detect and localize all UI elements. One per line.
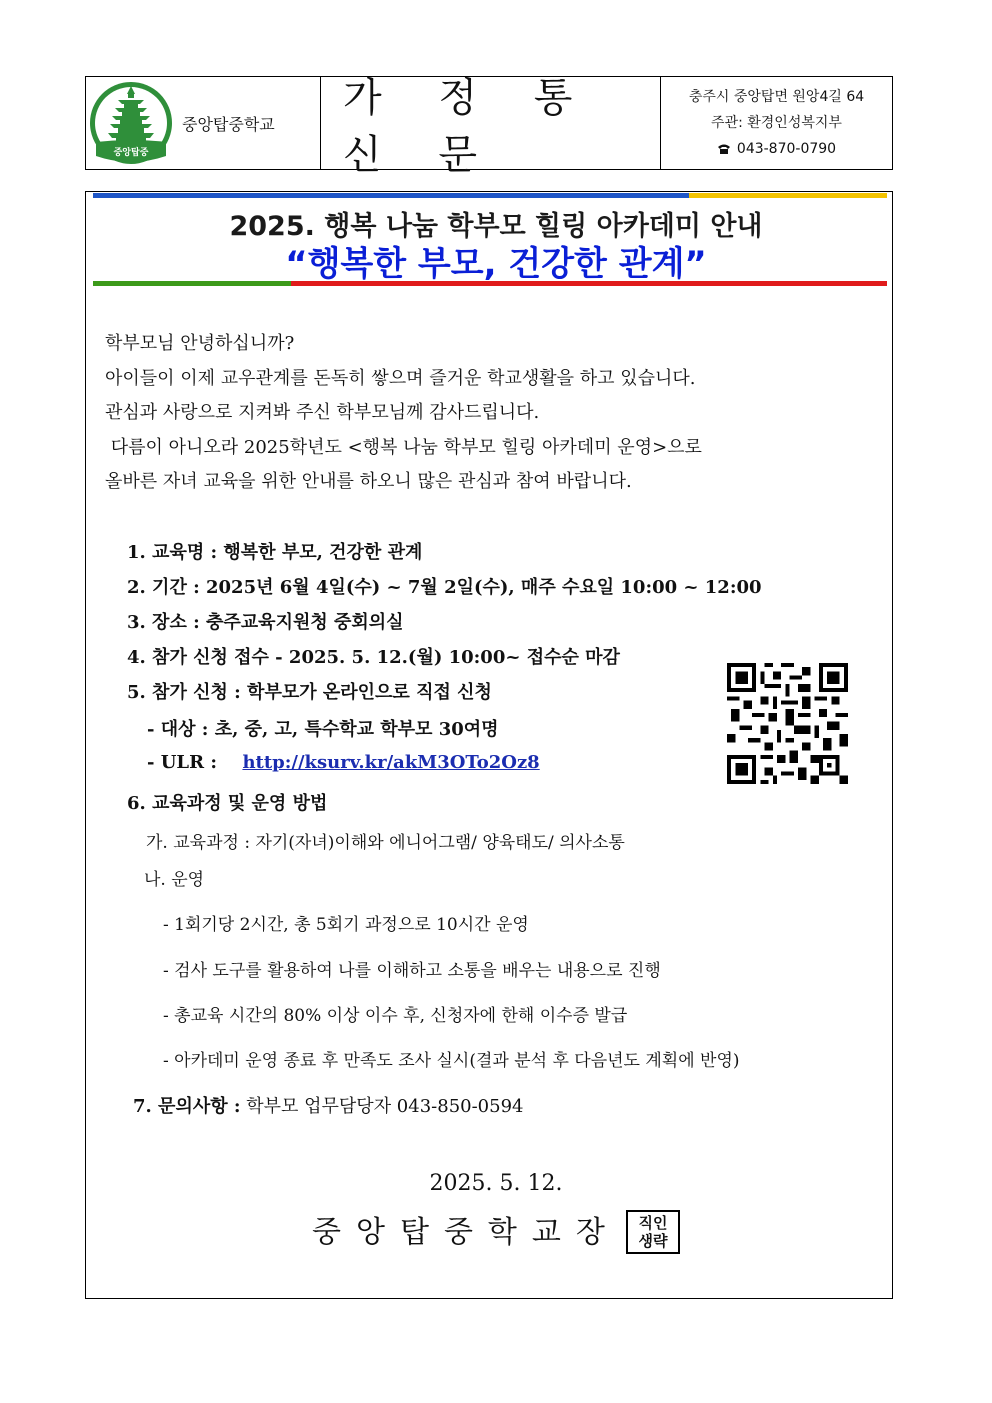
notice-subtitle: “행복한 부모, 건강한 관계” (285, 244, 707, 284)
school-address: 충주시 중앙탑면 원앙4길 64 (688, 89, 865, 105)
seal-line: 생략 (638, 1232, 668, 1250)
item-inquiry (133, 1092, 524, 1118)
item-curriculum-content: 가. 교육과정 : 자기(자녀)이해와 에니어그램/ 양육태도/ 의사소통 (146, 833, 625, 853)
issue-date: 2025. 5. 12. (429, 1171, 563, 1196)
principal-signature: 중앙탑중학교장 (312, 1215, 620, 1250)
greeting-line: 올바른 자녀 교육을 위한 안내를 하오니 많은 관심과 참여 바랍니다. (105, 471, 632, 492)
url-label: - ULR : (147, 752, 217, 773)
item-education-name: 1. 교육명 : 행복한 부모, 건강한 관계 (127, 542, 423, 563)
item-operation-survey: - 아카데미 운영 종료 후 만족도 조사 실시(결과 분석 후 다음년도 계획에 반영) (163, 1051, 740, 1071)
item-operation-sessions: - 1회기당 2시간, 총 5회기 과정으로 10시간 운영 (163, 915, 529, 935)
official-seal-omitted (626, 1210, 680, 1254)
survey-link[interactable]: http://ksurv.kr/akM3OTo2Oz8 (242, 752, 540, 773)
item-curriculum: 6. 교육과정 및 운영 방법 (127, 793, 328, 814)
item-operation: 나. 운영 (144, 870, 205, 890)
newsletter-title: 가 정 통 신 문 (343, 75, 595, 178)
item-operation-certificate: - 총교육 시간의 80% 이상 이수 후, 신청자에 한해 이수증 발급 (163, 1006, 628, 1026)
greeting-line: 관심과 사랑으로 지켜봐 주신 학부모님께 감사드립니다. (105, 402, 540, 423)
greeting-line: 아이들이 이제 교우관계를 돈독히 쌓으며 즐거운 학교생활을 하고 있습니다. (105, 367, 696, 389)
school-cell (86, 77, 321, 169)
item-how-to-apply: 5. 참가 신청 : 학부모가 온라인으로 직접 신청 (127, 682, 492, 703)
top-bar-blue (93, 193, 689, 198)
item-location: 3. 장소 : 충주교육지원청 중회의실 (127, 612, 404, 633)
organizer: 주관: 환경인성복지부 (711, 115, 842, 131)
title-cell (321, 75, 661, 178)
top-bar-yellow (689, 193, 887, 198)
inquiry-contact: 학부모 업무담당자 043-850-0594 (240, 1096, 524, 1117)
greeting-line: 다름이 아니오라 2025학년도 <행복 나눔 학부모 힐링 아카데미 운영>으로 (105, 436, 702, 458)
telephone-icon (717, 143, 731, 155)
notice-title: 2025. 행복 나눔 학부모 힐링 아카데미 안내 (229, 211, 763, 242)
contact-cell (661, 77, 892, 169)
letterhead (85, 75, 893, 178)
school-name: 중앙탑중학교 (182, 114, 275, 134)
greeting-line: 학부모님 안녕하십니까? (105, 333, 295, 354)
phone-line (717, 136, 836, 162)
item-operation-content: - 검사 도구를 활용하여 나를 이해하고 소통을 배우는 내용으로 진행 (163, 961, 661, 981)
item-target: - 대상 : 초, 중, 고, 특수학교 학부모 30여명 (147, 719, 499, 740)
school-logo-icon (88, 80, 174, 166)
logo-text: 중앙탑중 (113, 148, 149, 158)
phone-number: 043-870-0790 (736, 141, 837, 157)
item-registration-period: 4. 참가 신청 접수 - 2025. 5. 12.(월) 10:00~ 접수순 마감 (127, 647, 620, 668)
greeting (105, 327, 885, 500)
seal-line: 직인 (638, 1214, 668, 1232)
qr-code-icon[interactable] (727, 663, 848, 784)
inquiry-label: 7. 문의사항 : (133, 1096, 241, 1117)
item-period: 2. 기간 : 2025년 6월 4일(수) ~ 7월 2일(수), 매주 수요일 10:00 ~ 12:00 (127, 577, 762, 598)
item-url-row (147, 752, 540, 773)
